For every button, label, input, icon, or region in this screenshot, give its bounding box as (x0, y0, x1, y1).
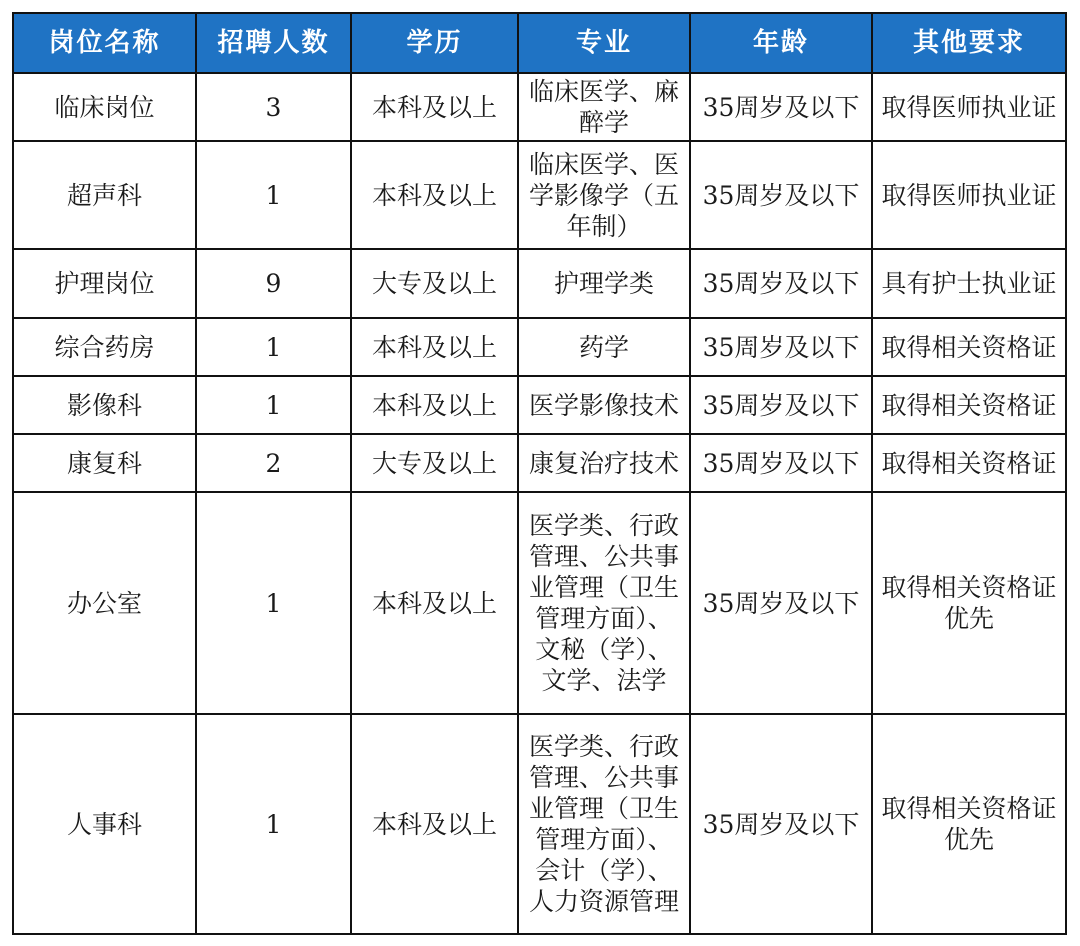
recruitment-table-wrapper (12, 12, 1067, 935)
major-line: 管理方面）、 (535, 825, 673, 854)
table-row (13, 318, 1066, 376)
other-line: 取得相关资格证 (881, 332, 1057, 362)
cell-major (518, 318, 690, 376)
cell-position: 护理岗位 (13, 249, 196, 318)
major-line: 文学、法学 (541, 666, 667, 695)
cell-other (872, 492, 1066, 714)
cell-other (872, 249, 1066, 318)
table-row (13, 492, 1066, 714)
cell-education: 本科及以上 (351, 141, 518, 249)
cell-position: 人事科 (13, 714, 196, 934)
cell-education: 本科及以上 (351, 492, 518, 714)
cell-education: 本科及以上 (351, 73, 518, 141)
cell-age: 35周岁及以下 (690, 492, 872, 714)
header-other: 其他要求 (872, 13, 1066, 73)
other-line: 优先 (943, 825, 994, 854)
cell-education: 本科及以上 (351, 318, 518, 376)
cell-major (518, 434, 690, 492)
cell-major (518, 141, 690, 249)
cell-education: 本科及以上 (351, 376, 518, 434)
other-line: 取得相关资格证 (881, 794, 1057, 823)
cell-other (872, 714, 1066, 934)
header-age: 年龄 (690, 13, 872, 73)
other-line: 取得医师执业证 (881, 92, 1057, 122)
major-line: 康复治疗技术 (528, 448, 679, 478)
other-line: 取得相关资格证 (881, 448, 1057, 478)
other-line: 取得相关资格证 (881, 390, 1057, 420)
table-row (13, 249, 1066, 318)
cell-position: 办公室 (13, 492, 196, 714)
other-line: 优先 (943, 604, 994, 633)
major-line: 文秘（学）、 (535, 635, 673, 664)
cell-age: 35周岁及以下 (690, 434, 872, 492)
header-education: 学历 (351, 13, 518, 73)
other-line: 取得医师执业证 (881, 180, 1057, 210)
cell-major (518, 714, 690, 934)
major-line: 医学影像技术 (528, 390, 679, 420)
cell-major (518, 376, 690, 434)
major-line: 管理、公共事 (528, 763, 679, 792)
other-line: 取得相关资格证 (881, 573, 1057, 602)
major-line: 药学 (578, 332, 629, 362)
other-line: 具有护士执业证 (881, 269, 1057, 298)
cell-age: 35周岁及以下 (690, 73, 872, 141)
cell-major (518, 249, 690, 318)
major-line: 临床医学、麻 (528, 77, 679, 106)
table-row (13, 714, 1066, 934)
major-line: 年制） (566, 211, 642, 241)
cell-count: 1 (196, 714, 351, 934)
header-count: 招聘人数 (196, 13, 351, 73)
cell-other (872, 434, 1066, 492)
cell-count: 1 (196, 492, 351, 714)
cell-major (518, 492, 690, 714)
cell-count: 1 (196, 376, 351, 434)
cell-other (872, 141, 1066, 249)
major-line: 医学类、行政 (528, 511, 679, 540)
major-line: 医学类、行政 (528, 732, 679, 761)
major-line: 业管理（卫生 (528, 573, 679, 602)
major-line: 业管理（卫生 (528, 794, 679, 823)
table-row (13, 376, 1066, 434)
cell-age: 35周岁及以下 (690, 141, 872, 249)
cell-count: 1 (196, 141, 351, 249)
cell-education: 本科及以上 (351, 714, 518, 934)
table-header-row (13, 13, 1066, 73)
cell-count: 3 (196, 73, 351, 141)
cell-position: 综合药房 (13, 318, 196, 376)
cell-education: 大专及以上 (351, 249, 518, 318)
cell-age: 35周岁及以下 (690, 376, 872, 434)
header-major: 专业 (518, 13, 690, 73)
cell-position: 临床岗位 (13, 73, 196, 141)
cell-other (872, 73, 1066, 141)
recruitment-table (12, 12, 1067, 935)
major-line: 人力资源管理 (528, 887, 679, 916)
cell-age: 35周岁及以下 (690, 249, 872, 318)
cell-major (518, 73, 690, 141)
cell-count: 2 (196, 434, 351, 492)
cell-count: 9 (196, 249, 351, 318)
cell-position: 影像科 (13, 376, 196, 434)
table-row (13, 73, 1066, 141)
cell-other (872, 376, 1066, 434)
table-row (13, 434, 1066, 492)
cell-age: 35周岁及以下 (690, 714, 872, 934)
major-line: 护理学类 (553, 269, 654, 298)
cell-other (872, 318, 1066, 376)
cell-position: 超声科 (13, 141, 196, 249)
cell-count: 1 (196, 318, 351, 376)
cell-age: 35周岁及以下 (690, 318, 872, 376)
major-line: 学影像学（五 (528, 180, 679, 210)
major-line: 临床医学、医 (528, 149, 679, 179)
header-position: 岗位名称 (13, 13, 196, 73)
table-row (13, 141, 1066, 249)
cell-position: 康复科 (13, 434, 196, 492)
major-line: 醉学 (578, 108, 629, 137)
major-line: 管理方面）、 (535, 604, 673, 633)
major-line: 会计（学）、 (535, 856, 673, 885)
major-line: 管理、公共事 (528, 542, 679, 571)
cell-education: 大专及以上 (351, 434, 518, 492)
